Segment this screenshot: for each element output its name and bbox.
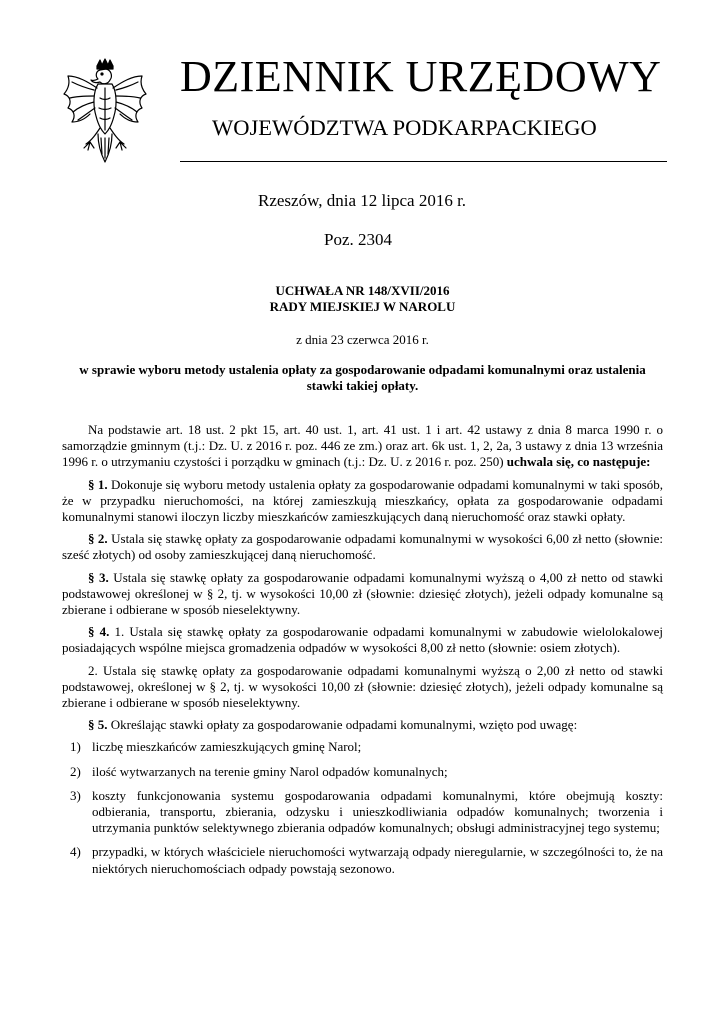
resolution-council: RADY MIEJSKIEJ W NAROLU (269, 299, 456, 314)
resolution-body (62, 422, 663, 885)
section-5 (62, 717, 663, 733)
section-4-label: § 4. (88, 624, 110, 640)
list-item-number: 3) (70, 787, 81, 803)
position-number: Poz. 2304 (324, 230, 392, 249)
list-item-text: ilość wytwarzanych na terenie gminy Narol odpadów komunalnych; (92, 763, 448, 779)
section-1-text: Dokonuje się wyboru metody ustalenia opłaty za gospodarowanie odpadami komunalnymi w taki sposób, że w przypadku nieruchomości, na której zamieszkują mieszkańcy, opłata za gospodarowanie odpadami komunalnymi stanowi iloczyn liczby mieszkańców zamieszkujących daną nieruchomość oraz stawki opłaty. (62, 476, 664, 525)
preamble-text: Na podstawie art. 18 ust. 2 pkt 15, art. 40 ust. 1, art. 41 ust. 1 i art. 42 ustawy z dnia 8 marca 1990 r. o samorządzie gminnym (t.j.: Dz. U. z 2016 r. poz. 446 ze zm.) oraz art. 6k ust. 1, 2, 2a, 3 ustawy z dnia 13 września 1996 r. o utrzymaniu czystości i porządku w gminach (t.j.: Dz. U. z 2016 r. poz. 250) (62, 422, 663, 470)
section-4-text: 1. Ustala się stawkę opłaty za gospodarowanie odpadami komunalnymi w zabudowie wielolokalowej posiadających wspólne miejsca gromadzenia odpadów w wysokości 8,00 zł netto (słownie: osiem złotych). (62, 624, 664, 656)
preamble-enacting-clause: uchwala się, co następuje: (506, 454, 651, 470)
resolution-subject: w sprawie wyboru metody ustalenia opłaty za gospodarowanie odpadami komunalnymi oraz ustalenia stawki takiej opłaty. (79, 362, 646, 393)
section-3-label: § 3. (88, 569, 109, 585)
journal-title: DZIENNIK URZĘDOWY (180, 52, 662, 101)
section-4 (62, 624, 663, 656)
section-2 (62, 531, 663, 563)
section-4-paragraph-2: 2. Ustala się stawkę opłaty za gospodarowanie odpadami komunalnymi wyższą o 2,00 zł netto od stawki podstawowej, określonej w § 2, tj. w wysokości 10,00 zł (słownie: dziesięć złotych), jeżeli odpady komunalne są zbierane i odbierane w sposób nieselektywny. (62, 662, 663, 711)
list-item (62, 764, 663, 780)
preamble-paragraph (62, 422, 663, 471)
section-2-text: Ustala się stawkę opłaty za gospodarowanie odpadami komunalnymi w wysokości 6,00 zł netto (słownie: sześć złotych) od osoby zamieszkującej daną nieruchomość. (62, 531, 664, 563)
section-5-label: § 5. (88, 717, 108, 733)
journal-subtitle: WOJEWÓDZTWA PODKARPACKIEGO (212, 115, 597, 140)
section-3 (62, 570, 663, 619)
list-item-number: 1) (70, 739, 81, 755)
section-1-label: § 1. (88, 476, 108, 492)
header-divider (180, 161, 667, 162)
list-item (62, 844, 663, 876)
list-item-text: liczbę mieszkańców zamieszkujących gminę Narol; (92, 739, 362, 755)
resolution-date: z dnia 23 czerwca 2016 r. (296, 332, 429, 347)
list-item-text: przypadki, w których właściciele nieruchomości wytwarzają odpady nieregularnie, w szczególności to, że na niektórych nieruchomościach odpady powstają sezonowo. (92, 844, 663, 876)
list-item (62, 788, 663, 837)
section-2-label: § 2. (88, 531, 108, 547)
section-3-text: Ustala się stawkę opłaty za gospodarowanie odpadami komunalnymi wyższą o 4,00 zł netto od stawki podstawowej określonej w § 2, tj. w wysokości 10,00 zł (słownie: dziesięć złotych), jeżeli odpady komunalne są zbierane i odbierane w sposób nieselektywny. (62, 569, 663, 618)
resolution-title (60, 283, 665, 315)
list-item-text: koszty funkcjonowania systemu gospodarowania odpadami komunalnymi, które obejmują koszty: odbierania, transportu, zbierania, odzysku i unieszkodliwiania odpadów komunalnych; tworzenia i utrzymania punktów selektywnego zbierania odpadów komunalnych; obsługi administracyjnej tego systemu; (92, 787, 663, 836)
section-1 (62, 477, 663, 526)
list-item-number: 2) (70, 763, 81, 779)
list-item (62, 739, 663, 755)
resolution-number: UCHWAŁA NR 148/XVII/2016 (275, 283, 450, 298)
considerations-list (62, 739, 663, 876)
publication-place-date: Rzeszów, dnia 12 lipca 2016 r. (258, 191, 467, 210)
section-5-text: Określając stawki opłaty za gospodarowanie odpadami komunalnymi, wzięto pod uwagę: (107, 717, 578, 733)
list-item-number: 4) (70, 844, 81, 860)
polish-eagle-emblem-icon (60, 58, 150, 170)
